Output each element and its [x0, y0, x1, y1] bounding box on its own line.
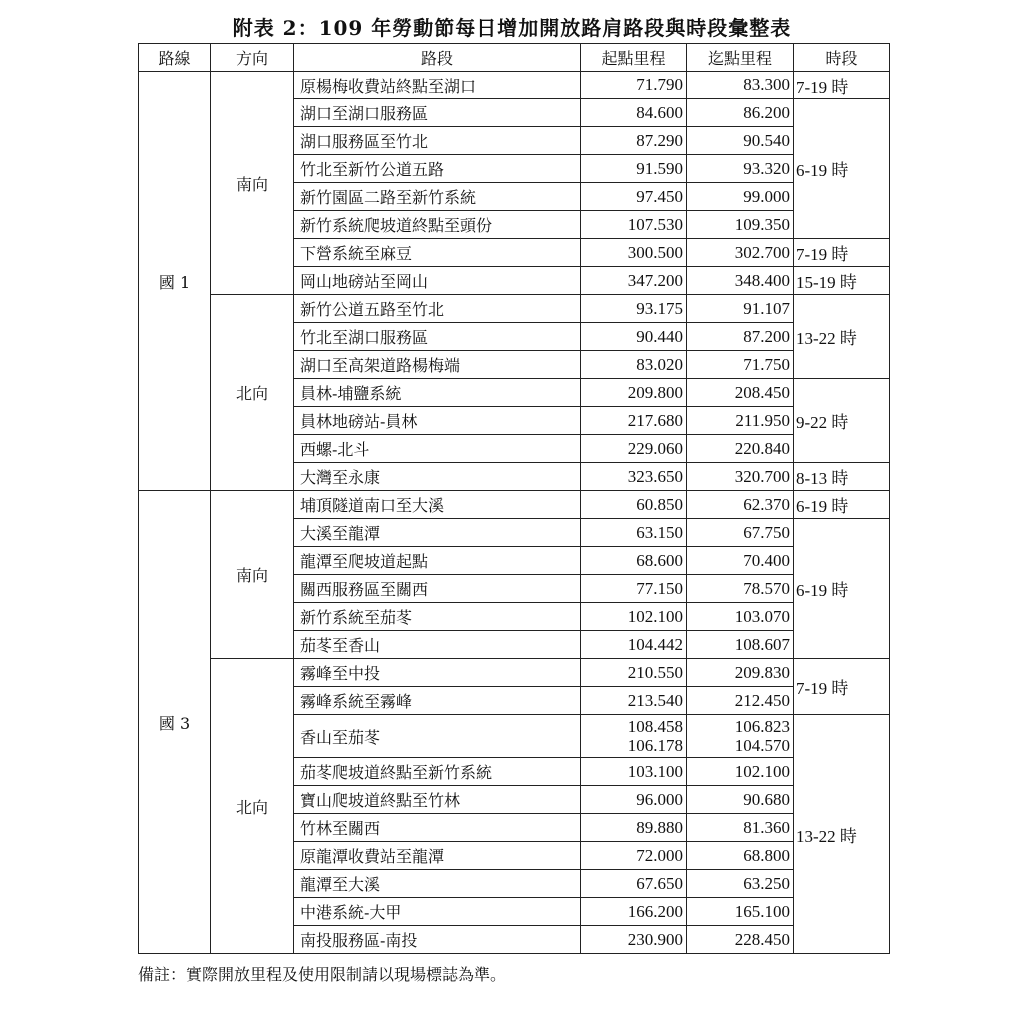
header-direction: 方向 — [211, 44, 294, 72]
start-km-cell: 107.530 — [581, 211, 687, 239]
header-segment: 路段 — [294, 44, 581, 72]
table-header-row — [139, 44, 890, 72]
page-title: 附表 2：109 年勞動節每日增加開放路肩路段與時段彙整表 — [232, 16, 792, 40]
segment-cell: 湖口至湖口服務區 — [294, 99, 581, 127]
start-km-cell: 209.800 — [581, 379, 687, 407]
end-km-cell: 211.950 — [687, 407, 794, 435]
start-km-cell: 93.175 — [581, 295, 687, 323]
segment-cell: 新竹系統至茄苳 — [294, 603, 581, 631]
end-km-cell — [687, 715, 794, 758]
segment-cell: 下營系統至麻豆 — [294, 239, 581, 267]
end-km-cell: 220.840 — [687, 435, 794, 463]
start-km-cell: 60.850 — [581, 491, 687, 519]
start-km-cell: 103.100 — [581, 758, 687, 786]
start-km-cell — [581, 715, 687, 758]
end-km-cell: 165.100 — [687, 898, 794, 926]
segment-cell: 員林地磅站-員林 — [294, 407, 581, 435]
schedule-table — [138, 43, 890, 954]
end-km-cell: 108.607 — [687, 631, 794, 659]
header-time: 時段 — [794, 44, 890, 72]
time-cell: 7-19 時 — [794, 659, 890, 715]
segment-cell: 霧峰系統至霧峰 — [294, 687, 581, 715]
segment-cell: 湖口至高架道路楊梅端 — [294, 351, 581, 379]
segment-cell: 竹林至關西 — [294, 814, 581, 842]
start-km-cell: 87.290 — [581, 127, 687, 155]
segment-cell: 大灣至永康 — [294, 463, 581, 491]
segment-cell: 原龍潭收費站至龍潭 — [294, 842, 581, 870]
start-km-cell: 166.200 — [581, 898, 687, 926]
segment-cell: 南投服務區-南投 — [294, 926, 581, 954]
end-km-cell: 62.370 — [687, 491, 794, 519]
end-km-cell: 90.540 — [687, 127, 794, 155]
end-km-cell: 109.350 — [687, 211, 794, 239]
segment-cell: 西螺-北斗 — [294, 435, 581, 463]
segment-cell: 茄苳至香山 — [294, 631, 581, 659]
end-km-cell: 102.100 — [687, 758, 794, 786]
segment-cell: 原楊梅收費站終點至湖口 — [294, 72, 581, 99]
start-km-cell: 68.600 — [581, 547, 687, 575]
header-end-km: 迄點里程 — [687, 44, 794, 72]
header-start-km: 起點里程 — [581, 44, 687, 72]
end-km-cell: 348.400 — [687, 267, 794, 295]
end-km-cell: 90.680 — [687, 786, 794, 814]
segment-cell: 關西服務區至關西 — [294, 575, 581, 603]
start-km-cell: 102.100 — [581, 603, 687, 631]
end-km-cell: 302.700 — [687, 239, 794, 267]
end-km-cell: 103.070 — [687, 603, 794, 631]
start-km-cell: 90.440 — [581, 323, 687, 351]
start-km-cell: 63.150 — [581, 519, 687, 547]
start-km-cell: 213.540 — [581, 687, 687, 715]
table-row — [139, 659, 890, 687]
start-km-cell: 89.880 — [581, 814, 687, 842]
time-cell: 13-22 時 — [794, 715, 890, 954]
start-km-line: 106.178 — [627, 736, 683, 755]
start-km-line: 108.458 — [627, 717, 683, 736]
time-cell: 7-19 時 — [794, 239, 890, 267]
time-cell: 9-22 時 — [794, 379, 890, 463]
end-km-cell: 71.750 — [687, 351, 794, 379]
table-row — [139, 491, 890, 519]
direction-cell: 南向 — [211, 491, 294, 659]
time-cell: 6-19 時 — [794, 491, 890, 519]
segment-cell: 竹北至新竹公道五路 — [294, 155, 581, 183]
start-km-cell: 71.790 — [581, 72, 687, 99]
end-km-cell: 81.360 — [687, 814, 794, 842]
end-km-line: 104.570 — [734, 736, 790, 755]
segment-cell: 龍潭至爬坡道起點 — [294, 547, 581, 575]
start-km-cell: 83.020 — [581, 351, 687, 379]
end-km-cell: 91.107 — [687, 295, 794, 323]
segment-cell: 大溪至龍潭 — [294, 519, 581, 547]
header-road: 路線 — [139, 44, 211, 72]
segment-cell: 員林-埔鹽系統 — [294, 379, 581, 407]
start-km-cell: 91.590 — [581, 155, 687, 183]
start-km-cell: 323.650 — [581, 463, 687, 491]
table-row — [139, 72, 890, 99]
end-km-cell: 78.570 — [687, 575, 794, 603]
direction-cell: 北向 — [211, 295, 294, 491]
end-km-cell: 228.450 — [687, 926, 794, 954]
end-km-cell: 99.000 — [687, 183, 794, 211]
segment-cell: 新竹公道五路至竹北 — [294, 295, 581, 323]
end-km-cell: 208.450 — [687, 379, 794, 407]
end-km-cell: 70.400 — [687, 547, 794, 575]
segment-cell: 霧峰至中投 — [294, 659, 581, 687]
end-km-line: 106.823 — [734, 717, 790, 736]
time-cell: 15-19 時 — [794, 267, 890, 295]
segment-cell: 新竹園區二路至新竹系統 — [294, 183, 581, 211]
end-km-cell: 87.200 — [687, 323, 794, 351]
footnote: 備註：實際開放里程及使用限制請以現場標誌為準。 — [138, 965, 507, 984]
direction-cell: 南向 — [211, 72, 294, 295]
segment-cell: 龍潭至大溪 — [294, 870, 581, 898]
time-cell: 6-19 時 — [794, 519, 890, 659]
segment-cell: 寶山爬坡道終點至竹林 — [294, 786, 581, 814]
direction-cell: 北向 — [211, 659, 294, 954]
segment-cell: 竹北至湖口服務區 — [294, 323, 581, 351]
segment-cell: 埔頂隧道南口至大溪 — [294, 491, 581, 519]
end-km-cell: 212.450 — [687, 687, 794, 715]
start-km-cell: 210.550 — [581, 659, 687, 687]
start-km-cell: 77.150 — [581, 575, 687, 603]
start-km-cell: 97.450 — [581, 183, 687, 211]
start-km-cell: 300.500 — [581, 239, 687, 267]
road-cell: 國 3 — [139, 491, 211, 954]
start-km-cell: 72.000 — [581, 842, 687, 870]
table-row — [139, 295, 890, 323]
start-km-cell: 84.600 — [581, 99, 687, 127]
end-km-cell: 86.200 — [687, 99, 794, 127]
segment-cell: 茄苳爬坡道終點至新竹系統 — [294, 758, 581, 786]
time-cell: 8-13 時 — [794, 463, 890, 491]
end-km-cell: 67.750 — [687, 519, 794, 547]
end-km-cell: 63.250 — [687, 870, 794, 898]
segment-cell: 香山至茄苳 — [294, 715, 581, 758]
start-km-cell: 96.000 — [581, 786, 687, 814]
end-km-cell: 320.700 — [687, 463, 794, 491]
road-cell: 國 1 — [139, 72, 211, 491]
segment-cell: 岡山地磅站至岡山 — [294, 267, 581, 295]
time-cell: 13-22 時 — [794, 295, 890, 379]
end-km-cell: 83.300 — [687, 72, 794, 99]
start-km-cell: 67.650 — [581, 870, 687, 898]
start-km-cell: 217.680 — [581, 407, 687, 435]
start-km-cell: 230.900 — [581, 926, 687, 954]
segment-cell: 中港系統-大甲 — [294, 898, 581, 926]
end-km-cell: 68.800 — [687, 842, 794, 870]
segment-cell: 湖口服務區至竹北 — [294, 127, 581, 155]
start-km-cell: 229.060 — [581, 435, 687, 463]
start-km-cell: 104.442 — [581, 631, 687, 659]
time-cell: 7-19 時 — [794, 72, 890, 99]
end-km-cell: 93.320 — [687, 155, 794, 183]
start-km-cell: 347.200 — [581, 267, 687, 295]
time-cell: 6-19 時 — [794, 99, 890, 239]
end-km-cell: 209.830 — [687, 659, 794, 687]
segment-cell: 新竹系統爬坡道終點至頭份 — [294, 211, 581, 239]
